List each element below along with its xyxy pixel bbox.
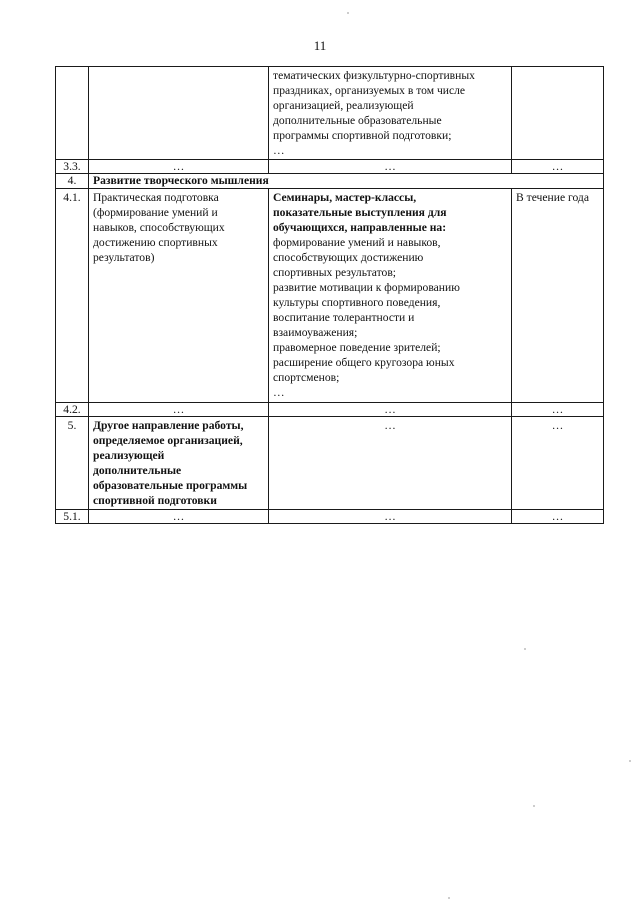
text-line: взаимоуважения; [273,326,358,339]
timing-cell: … [512,160,604,174]
text-line: дополнительные образовательные [273,114,442,127]
text-line: Практическая подготовка [93,191,219,204]
direction-cell: … [89,160,269,174]
text-line: Другое направление работы, [93,419,244,432]
text-line: определяемое организацией, [93,434,243,447]
activity-cell [269,67,512,160]
text-line: тематических физкультурно-спортивных [273,69,475,82]
row-number: 5.1. [56,510,89,524]
text-line: Семинары, мастер-классы, [273,191,417,204]
text-line: дополнительные [93,464,182,477]
table-row [56,403,604,417]
text-line: обучающихся, направленные на: [273,221,447,234]
row-number: 5. [56,417,89,510]
program-table [55,66,604,524]
direction-cell [89,189,269,403]
row-number: 3.3. [56,160,89,174]
text-line: способствующих достижению [273,251,424,264]
row-number: 4. [56,174,89,189]
text-line: реализующей [93,449,165,462]
row-number [56,67,89,160]
text-line: культуры спортивного поведения, [273,296,441,309]
timing-cell: … [512,417,604,510]
scan-speck [524,648,526,650]
section-title: Развитие творческого мышления [89,174,604,189]
table-row [56,67,604,160]
text-line: … [273,144,285,157]
direction-cell: … [89,510,269,524]
text-line: (формирование умений и [93,206,218,219]
page-number: 11 [313,38,327,53]
text-line: образовательные программы [93,479,248,492]
text-line: навыков, способствующих [93,221,225,234]
activity-cell: … [269,417,512,510]
text-line: спортивных результатов; [273,266,397,279]
direction-cell: … [89,403,269,417]
table-row [56,189,604,403]
text-line: результатов) [93,251,155,264]
row-number: 4.2. [56,403,89,417]
activity-cell: … [269,403,512,417]
timing-cell [512,67,604,160]
text-line: праздниках, организуемых в том числе [273,84,466,97]
text-line: … [273,386,285,399]
text-line: показательные выступления для [273,206,447,219]
text-line: спортивной подготовки [93,494,217,507]
row-number: 4.1. [56,189,89,403]
text-line: спортсменов; [273,371,340,384]
text-line: развитие мотивации к формированию [273,281,460,294]
text-line: формирование умений и навыков, [273,236,441,249]
timing-cell: … [512,403,604,417]
direction-cell [89,417,269,510]
text-line: программы спортивной подготовки; [273,129,452,142]
direction-cell [89,67,269,160]
scan-speck [347,12,349,14]
activity-cell: … [269,160,512,174]
scan-speck [533,805,535,807]
text-line: воспитание толерантности и [273,311,415,324]
activity-cell [269,189,512,403]
text-line: достижению спортивных [93,236,218,249]
table-row [56,417,604,510]
section-row [56,174,604,189]
timing-cell: В течение года [512,189,604,403]
table-row [56,510,604,524]
scan-speck [448,897,450,899]
activity-cell: … [269,510,512,524]
timing-cell: … [512,510,604,524]
table-row [56,160,604,174]
text-line: расширение общего кругозора юных [273,356,455,369]
scan-speck [629,760,631,762]
text-line: правомерное поведение зрителей; [273,341,441,354]
text-line: организацией, реализующей [273,99,414,112]
